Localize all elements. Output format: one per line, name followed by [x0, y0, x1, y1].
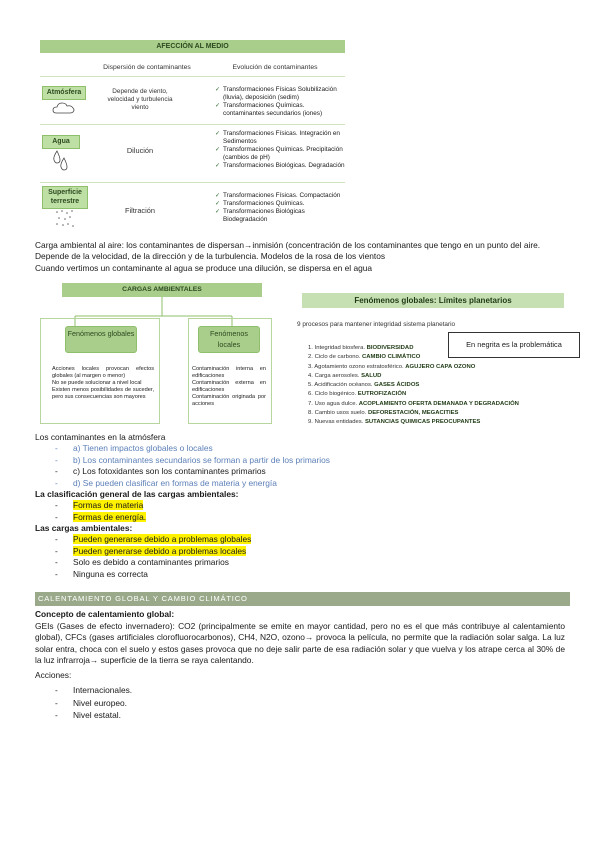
- table-title: AFECCIÓN AL MEDIO: [40, 40, 345, 53]
- answer-option: - Ninguna es correcta: [55, 568, 148, 579]
- paragraph-carga-aire: Carga ambiental al aire: los contaminantes de dispersan→inmisión (concentración de los contaminantes que tengo en un punto del aire. Depende de la velocidad, de la dirección y de la turbulencia. Modelos de la rosa de los vientos: [35, 240, 541, 262]
- row-evolution-atmosfera: [215, 86, 345, 118]
- local-phenomena-list: [192, 366, 266, 408]
- question-stem: La clasificación general de las cargas ambientales:: [35, 489, 239, 499]
- limits-callout: En negrita es la problemática: [448, 332, 580, 358]
- answer-option: - b) Los contaminantes secundarios se forman a partir de los primarios: [55, 454, 330, 465]
- limit-item: 2. Ciclo de carbono. CAMBIO CLIMÁTICO: [308, 354, 421, 361]
- answer-option: - d) Se pueden clasificar en formas de materia y energía: [55, 477, 277, 488]
- row-label-superficie: Superficie terrestre: [42, 186, 88, 209]
- row-label-agua: Agua: [42, 135, 80, 149]
- limit-item: 9. Nuevas entidades. SUTANCIAS QUIMICAS PREOCUPANTES: [308, 419, 481, 426]
- limit-item: 8. Cambio usos suelo. DEFORESTACIÓN, MEGACITIES: [308, 410, 459, 417]
- global-phenomena-label: Fenómenos globales: [65, 326, 137, 353]
- global-phenomena-list: [52, 366, 154, 401]
- acciones-list: [35, 684, 335, 722]
- global-item: Existen menos posibilidades de suceder, pero sus consecuencias son mayores: [52, 387, 154, 400]
- limit-item: 7. Uso agua dulce. ACOPLAMIENTO OFERTA DEMANADA Y DEGRADACIÓN: [308, 400, 519, 407]
- evolution-item: ✓ Transformaciones Físicas. Compactación: [215, 192, 345, 200]
- limit-item: 1. Integridad biosfera. BIODIVERSIDAD: [308, 345, 414, 351]
- limit-item: 4. Carga aerosoles. SALUD: [308, 372, 382, 379]
- column-header-evolution: Evolución de contaminantes: [232, 64, 318, 71]
- answer-option: - Pueden generarse debido a problemas locales: [55, 545, 247, 556]
- accion-item: - Nivel europeo.: [55, 697, 128, 708]
- question-clasificacion: [35, 489, 555, 523]
- concept-heading: Concepto de calentamiento global:: [35, 609, 175, 619]
- question-atmosfera: [35, 432, 555, 489]
- limits-intro: 9 procesos para mantener integridad sistema planetario: [297, 321, 456, 328]
- row-dispersion-agua: Dilución: [126, 146, 154, 155]
- column-header-dispersion: Dispersión de contaminantes: [103, 64, 191, 71]
- acciones-label: Acciones:: [35, 670, 72, 680]
- local-item: Contaminación originada por acciones: [192, 394, 266, 407]
- row-label-atmosfera: Atmósfera: [42, 86, 86, 100]
- answer-option: - c) Los fotoxidantes son los contaminantes primarios: [55, 466, 266, 477]
- paragraph-carga-agua: Cuando vertimos un contaminante al agua se produce una dilución, se dispersa en el agua: [35, 263, 373, 273]
- global-item: No se puede solucionar a nivel local: [52, 380, 142, 386]
- answer-option: - a) Tienen impactos globales o locales: [55, 443, 213, 454]
- evolution-item: ✓ Transformaciones Biológicas. Degradación: [215, 162, 345, 170]
- limits-title: Fenómenos globales: Límites planetarios: [302, 293, 564, 308]
- local-phenomena-label: Fenómenos locales: [198, 326, 260, 353]
- global-item: Acciones locales provocan efectos globales (al margen o menor): [52, 366, 154, 379]
- evolution-item: ✓ Transformaciones Biológicas Biodegradación: [215, 208, 345, 224]
- limit-item: 5. Acidificación océanos. GASES ÁCIDOS: [308, 382, 420, 389]
- limit-item: 6. Ciclo biogénico. EUTROFIZACIÓN: [308, 391, 407, 398]
- limits-list: [308, 344, 558, 428]
- answer-option: - Solo es debido a contaminantes primarios: [55, 557, 229, 568]
- row-dispersion-superficie: Filtración: [125, 206, 155, 215]
- water-drops-icon: [52, 150, 70, 172]
- evolution-item: ✓ Transformaciones Químicas. contaminantes secundarios (iones): [215, 102, 345, 118]
- evolution-item: ✓ Transformaciones Químicas. Precipitación (cambios de pH): [215, 146, 345, 162]
- limit-item: 3. Agotamiento ozono estratosférico. AGUJERO CAPA OZONO: [308, 363, 476, 370]
- evolution-item: ✓ Transformaciones Químicas.: [215, 200, 345, 208]
- local-item: Contaminación interna en edificaciones: [192, 366, 266, 379]
- question-cargas: [35, 523, 555, 580]
- section-heading: CALENTAMIENTO GLOBAL Y CAMBIO CLIMÁTICO: [35, 592, 570, 606]
- question-stem: Los contaminantes en la atmósfera: [35, 432, 166, 442]
- diagram-title: CARGAS AMBIENTALES: [62, 283, 262, 297]
- evolution-item: ✓ Transformaciones Físicas. Integración en Sedimentos: [215, 130, 345, 146]
- question-stem: Las cargas ambientales:: [35, 523, 133, 533]
- local-item: Contaminación externa en edificaciones: [192, 380, 266, 393]
- concept-text: GEIs (Gases de efecto invernadero): CO2 (principalmente se emite en mayor cantidad, pero no es el que más contribuye al calentamiento global), CFCs (gases artificiales clorofluorocarbonos), CH4, N2O, ozono→ provoca la película, no permite que la radiación solar salga. La luz solar entra, choca con el suelo y estos gases provoca que no deje salir parte de esa radiación solar y que vuelva y los atrape cerca al 30% de la luz infrarroja→ superficie de la tierra se raya calentando.: [35, 621, 565, 666]
- row-dispersion-atmosfera: Depende de viento, velocidad y turbulencia viento: [107, 88, 173, 111]
- row-evolution-agua: [215, 130, 345, 170]
- answer-option: - Formas de energía.: [55, 511, 147, 522]
- row-evolution-superficie: [215, 192, 345, 224]
- evolution-item: ✓ Transformaciones Físicas Solubilización (lluvia), deposición (sedim): [215, 86, 345, 102]
- accion-item: - Internacionales.: [55, 685, 133, 695]
- answer-option: - Formas de materia: [55, 500, 144, 511]
- soil-icon: [54, 208, 76, 230]
- accion-item: - Nivel estatal.: [55, 710, 121, 720]
- answer-option: - Pueden generarse debido a problemas globales: [55, 534, 252, 545]
- cloud-icon: [52, 101, 76, 115]
